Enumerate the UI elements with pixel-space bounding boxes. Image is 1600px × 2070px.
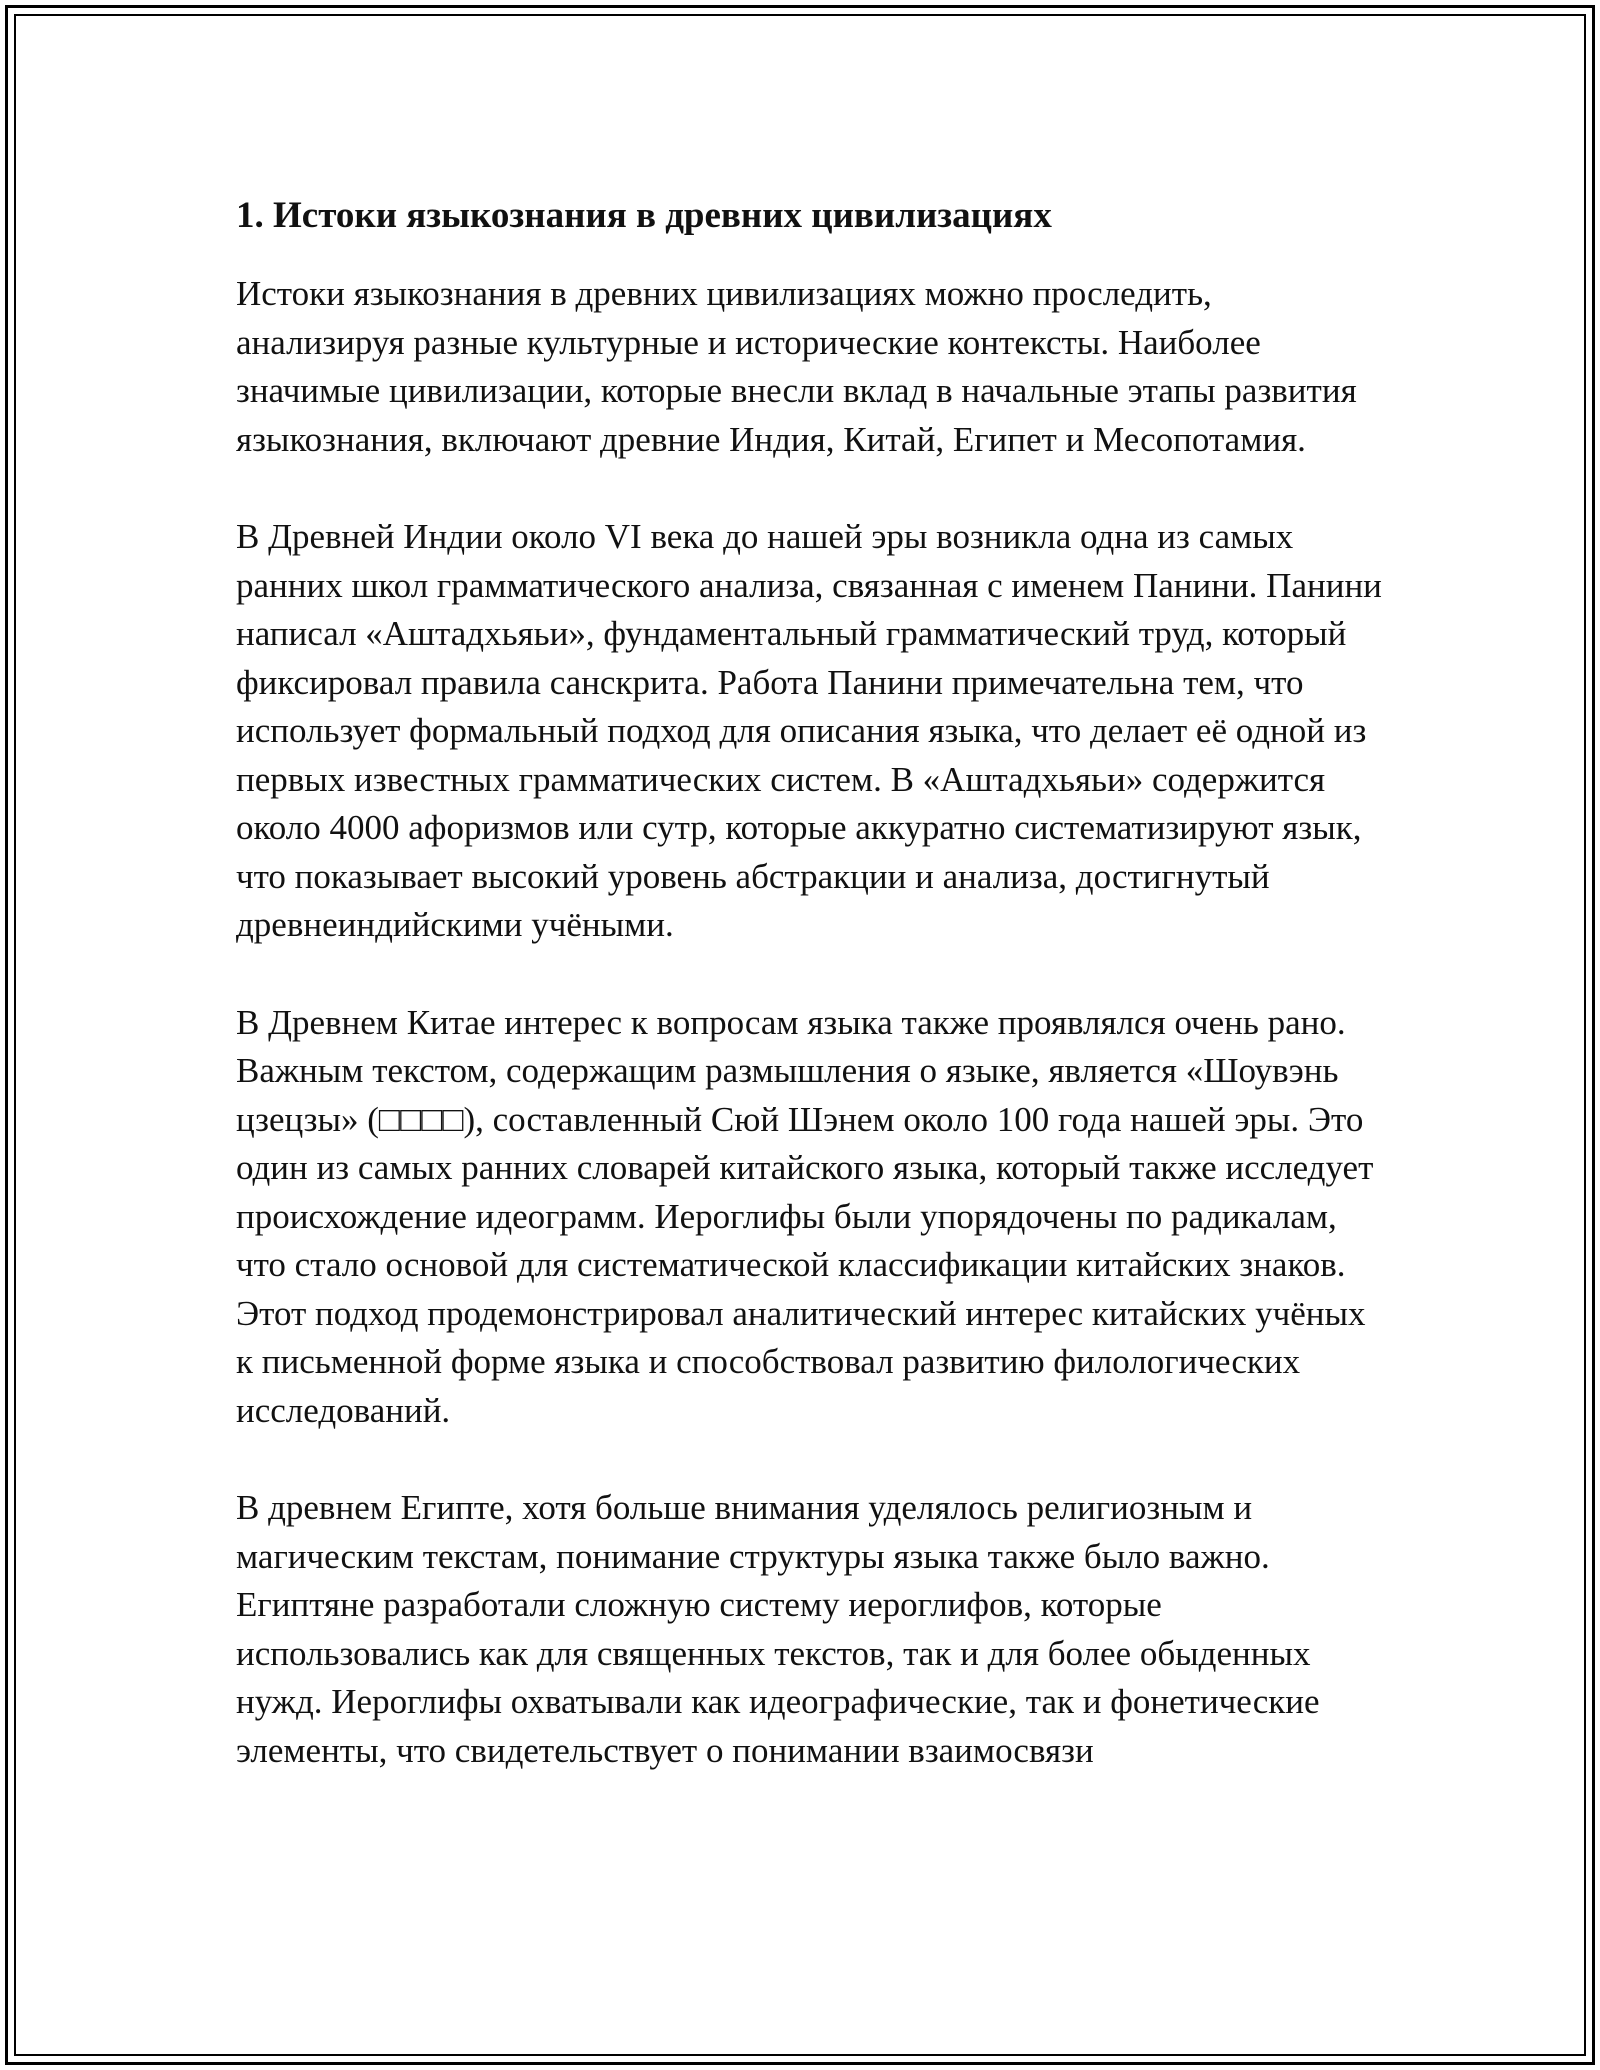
paragraph-india: В Древней Индии около VI века до нашей эры возникла одна из самых ранних школ грамматического анализа, связанная с именем Панини. Панини написал «Аштадхьяьи», фундаментальный грамматический труд, который фиксировал правила санскрита. Работа Панини примечательна тем, что использует формальный подход для описания языка, что делает её одной из первых известных грамматических систем. В «Аштадхьяьи» содержится около 4000 афоризмов или сутр, которые аккуратно систематизируют язык, что показывает высокий уровень абстракции и анализа, достигнутый древнеиндийскими учёными.: [236, 517, 1382, 944]
document-body: [236, 188, 1386, 1775]
paragraph-china: В Древнем Китае интерес к вопросам языка также проявлялся очень рано. Важным текстом, содержащим размышления о языке, является «Шоувэнь цзецзы» (□□□□), составленный Сюй Шэнем около 100 года нашей эры. Это один из самых ранних словарей китайского языка, который также исследует происхождение идеограмм. Иероглифы были упорядочены по радикалам, что стало основой для систематической классификации китайских знаков. Этот подход продемонстрировал аналитический интерес китайских учёных к письменной форме языка и способствовал развитию филологических исследований.: [236, 1002, 1374, 1430]
paragraph-intro: Истоки языкознания в древних цивилизациях можно проследить, анализируя разные культурные и исторические контексты. Наиболее значимые цивилизации, которые внесли вклад в начальные этапы развития языкознания, включают древние Индия, Китай, Египет и Месопотамия.: [236, 274, 1357, 459]
section-heading: 1. Истоки языкознания в древних цивилизациях: [236, 195, 1052, 236]
paragraph-egypt: В древнем Египте, хотя больше внимания уделялось религиозным и магическим текстам, понимание структуры языка также было важно. Египтяне разработали сложную систему иероглифов, которые использовались как для священных текстов, так и для более обыденных нужд. Иероглифы охватывали как идеографические, так и фонетические элементы, что свидетельствует о понимании взаимосвязи: [236, 1488, 1320, 1770]
